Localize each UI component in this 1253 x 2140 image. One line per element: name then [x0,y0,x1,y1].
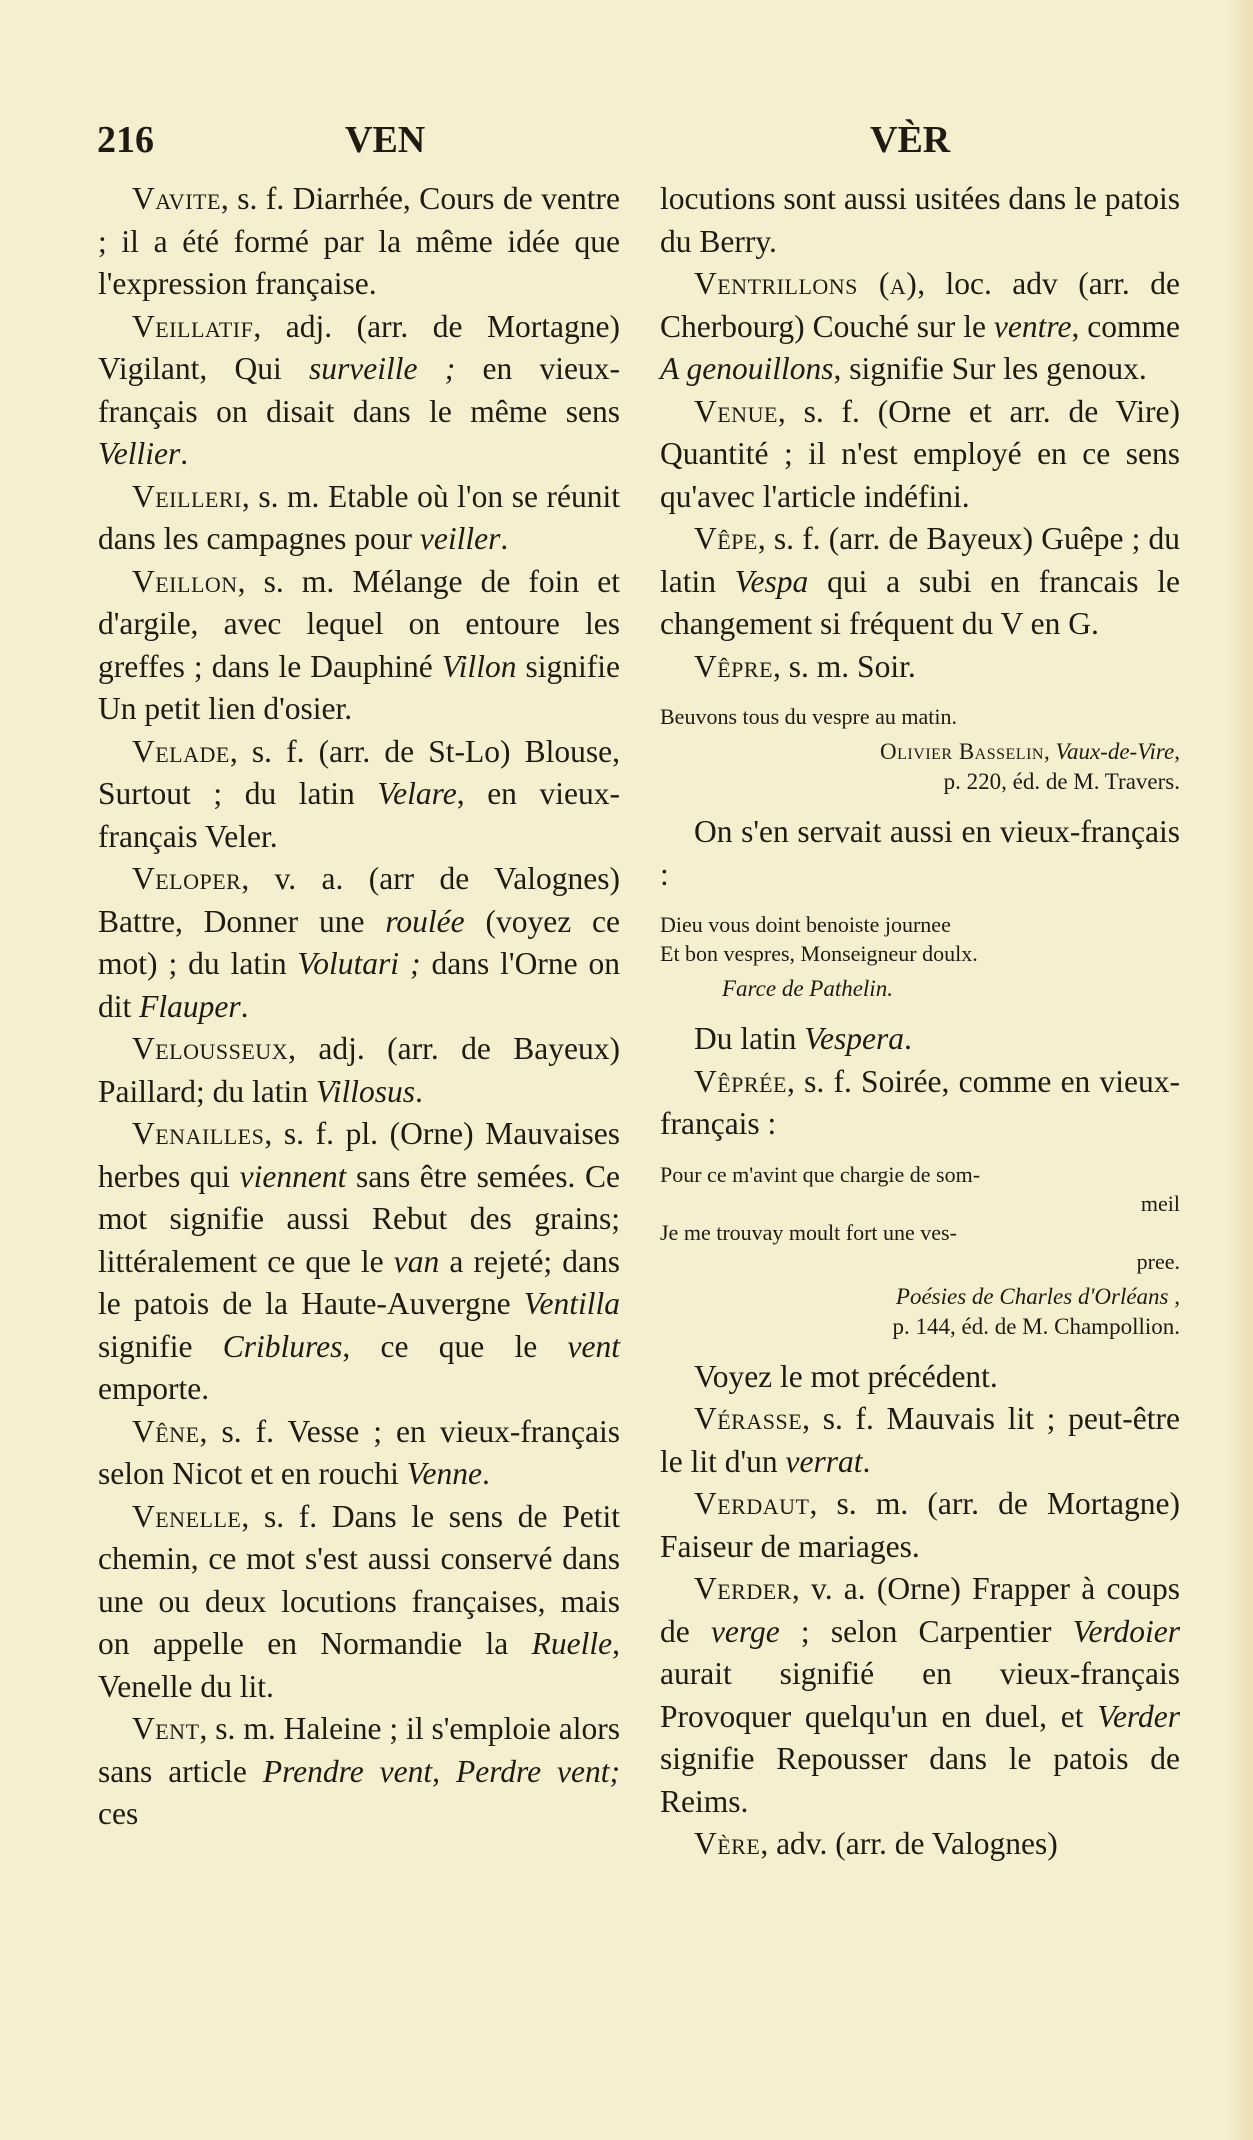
headword: Venelle [132,1498,242,1534]
definition: . [500,521,509,556]
quote-line: Et bon vespres, Monseigneur doulx. [660,941,978,966]
definition: a rejeté; dans le patois de la Haute-Auvergne [98,1243,620,1321]
italic-term: veiller [419,521,501,556]
definition: (voyez ce mot) ; du latin [98,903,620,981]
cite-comma: , [1174,739,1180,764]
headword: Verder [694,1571,792,1606]
entry-veillon [98,561,620,731]
paragraph: Voyez le mot précédent. [694,1358,998,1394]
entry-velade [98,731,620,859]
definition: signifie Un petit lien d'osier. [98,648,620,726]
definition: qui a subi en francais le changement si fréquent du V en G. [660,563,1180,641]
italic-term: Velare [377,776,457,811]
headword: Venailles [132,1116,265,1151]
right-running-head: VÈR [870,119,951,161]
italic-term: Ruelle [531,1626,613,1661]
italic-term: Villosus [315,1073,416,1109]
definition: , s. m. Etable où l'on se réunit dans les campagnes pour [98,478,620,556]
page-number: 216 [97,119,154,161]
paragraph-text: . [903,1021,912,1056]
quote-line: Je me trouvay moult fort une ves- [660,1219,957,1245]
definition: . [482,1456,490,1491]
entry-veilleri [98,476,620,561]
citation-orleans [660,1282,1180,1342]
definition: ces [98,1796,139,1831]
cite-work: Poésies de Charles d'Orléans [895,1283,1169,1309]
entry-vepe [660,518,1180,646]
definition: , comme [1071,308,1180,344]
definition: , v. a. (Orne) Frapper à coups de [660,1571,1180,1649]
headword: Verdaut [694,1486,810,1521]
headword: Vent [132,1711,200,1746]
definition: . [240,988,249,1024]
citation-basselin [660,737,1180,797]
italic-term: roulée [385,903,465,939]
citation-pathelin [660,974,1180,1004]
italic-term: ventre [993,308,1072,344]
definition: en vieux-français on disait dans le même sens [98,351,620,429]
definition: , s. f. Soirée, comme en vieux-français : [660,1063,1180,1141]
italic-term: Vellier [98,436,181,471]
headword: Vère [694,1826,761,1861]
quotation-pathelin [660,910,1180,968]
italic-term: van [393,1243,440,1279]
definition: , s. m. (arr. de Mortagne) Faiseur de mariages. [660,1486,1180,1564]
quote-line: Dieu vous doint benoiste journee [660,912,951,937]
italic-term: A genouillons [660,351,834,386]
headword: Venue [694,393,778,429]
headword: Vêpe [694,521,758,556]
quotation-orleans [660,1160,1180,1276]
definition: , adj. (arr. de Mortagne) Vigilant, Qui [98,308,620,386]
italic-term: surveille ; [309,351,456,386]
entry-ventrillons [660,263,1180,391]
italic-term: verrat [785,1443,863,1479]
definition: , signifie Sur les genoux. [833,351,1147,386]
headword: Vêprée [694,1063,787,1099]
paragraph: On s'en servait aussi en vieux-français : [660,814,1180,892]
definition: , en vieux-français Veler. [98,776,620,854]
italic-term: Vespa [734,563,809,599]
right-column [660,178,1180,1866]
headword: Vavite [132,181,221,216]
italic-term: Ventilla [523,1286,620,1321]
headword: Veillon [132,563,238,599]
definition: , adv. (arr. de Valognes) [760,1826,1058,1861]
definition: , s. f. (arr. de Bayeux) Guêpe ; du latin [660,521,1180,599]
paragraph-text: Du latin [694,1021,805,1056]
entry-velousseux [98,1028,620,1113]
italic-term: Vespera [804,1021,904,1056]
italic-term: Verder [1097,1698,1180,1734]
italic-term: Criblures [222,1328,343,1364]
italic-term: verge [710,1613,780,1649]
entry-venue [660,391,1180,519]
entry-vent-continuation: locutions sont aussi usitées dans le patois du Berry. [660,181,1180,259]
entry-veillatif [98,306,620,476]
italic-term: vent [567,1328,620,1364]
definition: , s. f. Diarrhée, Cours de ventre ; il a été formé par la même idée que l'expression française. [98,181,620,301]
headword: Velousseux [132,1031,289,1066]
definition: , s. f. Mauvais lit ; peut-être le lit d'un [660,1401,1180,1479]
definition: , s. f. Dans le sens de Petit chemin, ce mot s'est aussi conservé dans une ou deux locutions françaises, mais on appelle en Normandie la [98,1498,620,1661]
cite-sep: , [1043,739,1056,764]
italic-term: Venne [406,1456,483,1491]
quote-line-cont: pree. [1136,1248,1180,1274]
definition: , adj. (arr. de Bayeux) Paillard; du latin [98,1031,620,1109]
entry-venelle [98,1496,620,1709]
definition: , s. f. (arr. de St-Lo) Blouse, Surtout ; du latin [98,733,620,811]
definition: signifie [98,1328,223,1364]
quote-line: Pour ce m'avint que chargie de som- [660,1161,981,1187]
italic-term: Villon [441,648,517,684]
definition: , Venelle du lit. [98,1626,620,1704]
definition: , s. f. pl. (Orne) Mauvaises herbes qui [98,1116,620,1194]
definition: , s. f. (Orne et arr. de Vire) Quantité ; il n'est employé en ce sens qu'avec l'article indéfini. [660,393,1180,514]
entry-verdaut [660,1483,1180,1568]
running-header [0,118,1253,168]
definition: aurait signifié en vieux-français Provoquer quelqu'un en duel, et [660,1656,1180,1734]
quote-line-cont: meil [1140,1190,1180,1216]
entry-verasse [660,1398,1180,1483]
headword: Vérasse [694,1401,803,1436]
headword: Veillatif [132,308,254,344]
definition: , v. a. (arr de Valognes) Battre, Donner une [98,861,620,939]
definition: dans l'Orne on dit [98,946,621,1024]
headword: Velade [132,733,230,769]
definition: , s. m. Mélange de foin et d'argile, avec lequel on entoure les greffes ; dans le Dauphiné [98,563,620,684]
cite-edition: p. 144, éd. de M. Champollion. [892,1313,1180,1339]
headword: Veloper [132,861,242,896]
definition: , s. m. Haleine ; il s'emploie alors sans article [98,1711,620,1789]
italic-term: Verdoier [1072,1613,1181,1649]
headword: Veilleri [132,478,242,514]
definition: , ce que le [342,1328,568,1364]
page-edge-shadow [1225,0,1253,2140]
headword: Vêpre [694,648,774,684]
cite-work: Vaux-de-Vire [1055,739,1175,764]
left-column [98,178,620,1836]
entry-vepre [660,646,1180,689]
entry-veloper [98,858,620,1028]
cite-author: Olivier Basselin [880,739,1044,764]
quotation-basselin [660,702,1180,731]
definition: , s. m. Soir. [773,648,916,684]
italic-term: viennent [239,1158,347,1194]
definition: . [415,1073,423,1109]
cite-edition: p. 220, éd. de M. Travers. [943,769,1180,794]
headword: Vêne [132,1413,200,1449]
quote-line: Beuvons tous du vespre au matin. [660,704,957,729]
entry-vavite [98,178,620,306]
entry-vene [98,1411,620,1496]
italic-term: Volutari ; [297,946,421,981]
definition: , s. f. Vesse ; en vieux-français selon Nicot et en rouchi [98,1413,620,1491]
italic-term: Flauper [139,988,241,1024]
definition: . [180,436,189,471]
left-running-head: VEN [345,119,426,161]
entry-vepree [660,1061,1180,1146]
definition: ; selon Carpentier [779,1613,1073,1649]
definition: sans être semées. Ce mot signifie aussi Rebut des grains; littéralement ce que le [98,1158,621,1279]
definition: signifie Repousser dans le patois de Reims. [660,1741,1180,1819]
definition: . [862,1443,871,1479]
entry-vere [660,1823,1180,1866]
cite-work: Farce de Pathelin. [722,976,893,1001]
definition: emporte. [98,1371,210,1406]
entry-vent [98,1708,620,1836]
definition: , loc. adv (arr. de Cherbourg) Couché sur le [660,266,1180,344]
italic-term: Prendre vent, Perdre vent; [262,1753,621,1789]
entry-verder [660,1568,1180,1823]
headword: Ventrillons (a) [694,266,918,301]
cite-comma: , [1168,1283,1180,1309]
paragraph [660,1018,1180,1061]
entry-venailles [98,1113,620,1411]
